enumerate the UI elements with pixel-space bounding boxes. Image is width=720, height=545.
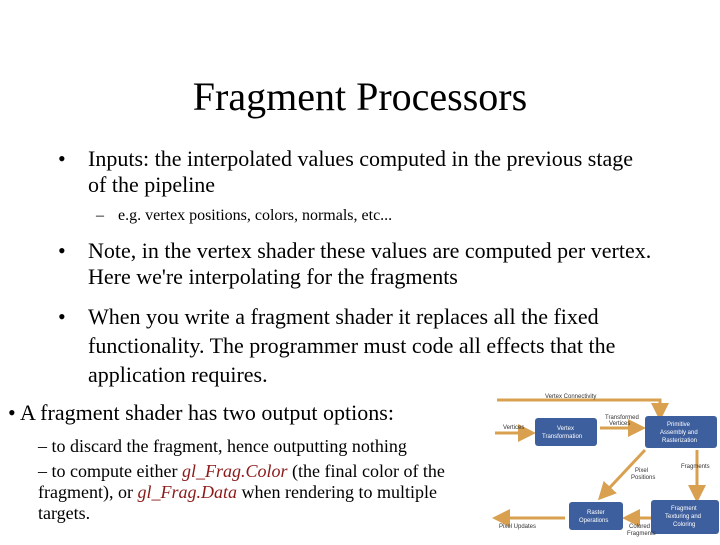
bullet-mark: • — [58, 304, 66, 329]
label-pixel-positions-2: Positions — [631, 475, 656, 481]
bullet-text: Note, in the vertex shader these values are computed per vertex. Here we're interpolating for the fragments — [88, 238, 652, 289]
label-vertex-transform-2: Transformation — [542, 434, 583, 440]
bullet-text: When you write a fragment shader it replaces all the fixed functionality. The programmer must code all effects that the application requires. — [88, 304, 616, 387]
label-fragment-tex-3: Coloring — [673, 522, 696, 528]
label-vertex-connectivity: Vertex Connectivity — [545, 394, 597, 400]
output-option-compute — [38, 461, 493, 524]
arrow-pixel-positions — [600, 450, 645, 498]
label-colored-2: Fragments — [627, 531, 656, 537]
compute-text-suffix: when rendering to multiple targets. — [38, 482, 437, 523]
label-primitive-2: Assembly and — [660, 430, 698, 436]
label-fragment-tex-2: Texturing and — [665, 514, 702, 520]
label-raster-2: Operations — [579, 518, 609, 524]
sub-bullet-mark: – — [96, 207, 104, 224]
label-pixel-positions-1: Pixel — [635, 468, 649, 474]
label-transformed-vertices-2: Vertices — [609, 421, 631, 427]
bullet-mark: • — [58, 146, 66, 171]
pipeline-svg — [485, 388, 720, 540]
sub-bullet-example — [96, 206, 618, 226]
box-raster-operations — [569, 502, 623, 530]
bullet-mark: • — [58, 238, 66, 263]
label-vertices: Vertices — [503, 425, 525, 431]
bullet-replaces — [58, 302, 678, 389]
bullet-inputs — [58, 146, 648, 198]
label-colored-1: Colored — [629, 524, 651, 530]
label-primitive-3: Rasterization — [662, 438, 698, 444]
bullet-note — [58, 238, 658, 290]
bullet-text: Inputs: the interpolated values computed in the previous stage of the pipeline — [88, 146, 633, 197]
slide-title: Fragment Processors — [192, 74, 528, 119]
pipeline-diagram — [485, 388, 720, 540]
label-vertex-transform-1: Vertex — [557, 426, 575, 432]
box-vertex-transformation — [535, 418, 597, 446]
bullet-output-options — [8, 400, 488, 426]
compute-text-prefix: – to compute either — [38, 461, 182, 481]
label-fragments: Fragments — [681, 464, 710, 470]
compute-text-mid: (the final color of the fragment), or — [38, 461, 445, 502]
bullet-mark: • — [8, 400, 16, 425]
label-transformed-vertices-1: Transformed — [605, 415, 639, 421]
label-raster-1: Raster — [587, 510, 605, 516]
sub-bullet-text: e.g. vertex positions, colors, normals, etc... — [118, 207, 393, 224]
output-option-discard: – to discard the fragment, hence outputting nothing — [38, 436, 407, 456]
gl-fragcolor-code: gl_Frag.Color — [181, 461, 288, 481]
label-fragment-tex-1: Fragment — [671, 506, 697, 512]
label-primitive-1: Primitive — [667, 422, 691, 428]
gl-fragdata-code: gl_Frag.Data — [137, 482, 237, 502]
label-pixel-updates: Pixel Updates — [499, 524, 537, 530]
bullet-text: A fragment shader has two output options: — [20, 400, 394, 425]
